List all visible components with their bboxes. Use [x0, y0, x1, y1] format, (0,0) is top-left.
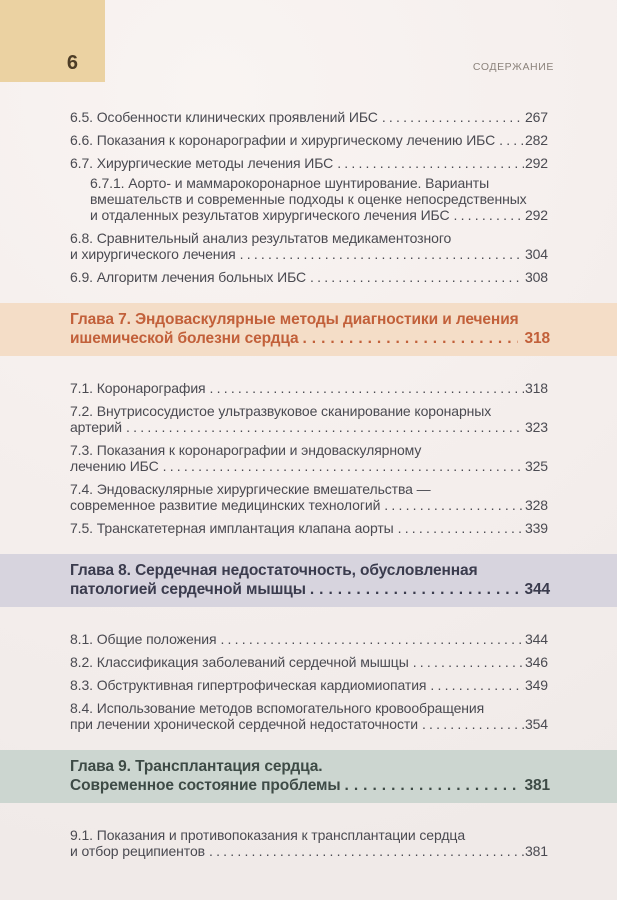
- page-number: 282: [524, 132, 548, 148]
- toc-line-text: Глава 9. Трансплантация сердца.: [70, 758, 323, 775]
- page-number: 354: [524, 716, 548, 732]
- toc-line: [70, 631, 548, 647]
- toc-line: [90, 175, 548, 191]
- toc-line-text: и хирургического лечения: [70, 246, 236, 262]
- dot-leader: [382, 109, 524, 125]
- toc-entry: [70, 109, 548, 125]
- toc-line: [70, 520, 548, 536]
- dot-leader: [209, 843, 524, 859]
- dot-leader: [310, 580, 519, 599]
- toc-line-text: 7.1. Коронарография: [70, 380, 206, 396]
- toc-line: [70, 310, 550, 329]
- toc-line-text: Глава 8. Сердечная недостаточность, обусловленная: [70, 562, 478, 579]
- page-number: 318: [524, 380, 548, 396]
- toc-line-text: вмешательств и современные подходы к оценке непосредственных: [90, 191, 527, 207]
- toc-line: [90, 191, 548, 207]
- page-number: 308: [524, 269, 548, 285]
- toc-entry: [70, 380, 548, 396]
- dot-leader: [413, 654, 524, 670]
- toc-line: [70, 109, 548, 125]
- toc-line: [70, 403, 548, 419]
- dot-leader: [337, 155, 524, 171]
- toc-line: [70, 380, 548, 396]
- page-number: 292: [524, 155, 548, 171]
- dot-leader: [422, 716, 524, 732]
- dot-leader: [384, 497, 524, 513]
- toc-entry: [70, 654, 548, 670]
- toc-line: [70, 827, 548, 843]
- toc-line: [70, 580, 550, 599]
- dot-leader: [453, 207, 523, 223]
- toc-entry: [70, 700, 548, 732]
- toc-line-text: 8.2. Классификация заболеваний сердечной мышцы: [70, 654, 409, 670]
- chapter-heading: [0, 750, 617, 803]
- toc-line-text: лечению ИБС: [70, 458, 159, 474]
- toc-entry: [70, 132, 548, 148]
- toc-line: [70, 561, 550, 580]
- toc-entry: [70, 677, 548, 693]
- toc-line: [70, 716, 548, 732]
- toc-line-text: 6.7.1. Аорто- и маммарокоронарное шунтирование. Варианты: [90, 175, 490, 191]
- page-number: 304: [524, 246, 548, 262]
- toc-line-text: 6.7. Хирургические методы лечения ИБС: [70, 155, 334, 171]
- page-number: 349: [524, 677, 548, 693]
- toc-line-text: 8.3. Обструктивная гипертрофическая кардиомиопатия: [70, 677, 427, 693]
- toc-entry: [70, 269, 548, 285]
- toc-line-text: ишемической болезни сердца: [70, 330, 299, 347]
- page-number: 381: [524, 777, 550, 794]
- toc-line-text: 6.8. Сравнительный анализ результатов медикаментозного: [70, 230, 452, 246]
- toc-line: [70, 843, 548, 859]
- folio-page-number: 6: [66, 52, 78, 74]
- page-number: 292: [524, 207, 548, 223]
- dot-leader: [398, 520, 524, 536]
- toc-line-text: Современное состояние проблемы: [70, 777, 341, 794]
- toc-entry: [70, 155, 548, 171]
- toc-line: [70, 481, 548, 497]
- toc-line-text: Глава 7. Эндоваскулярные методы диагностики и лечения: [70, 311, 519, 328]
- toc-line-text: 6.6. Показания к коронарографии и хирургическому лечению ИБС: [70, 132, 496, 148]
- dot-leader: [220, 631, 523, 647]
- toc-line: [70, 654, 548, 670]
- toc-line: [70, 700, 548, 716]
- toc-line: [70, 776, 550, 795]
- dot-leader: [499, 132, 524, 148]
- toc-entry: [70, 481, 548, 513]
- page-number: 346: [524, 654, 548, 670]
- page-number: 381: [524, 843, 548, 859]
- toc-line-text: 8.4. Использование методов вспомогательного кровообращения: [70, 700, 485, 716]
- toc-line: [70, 442, 548, 458]
- toc-line-text: 6.5. Особенности клинических проявлений ИБС: [70, 109, 378, 125]
- toc-entry: [70, 403, 548, 435]
- dot-leader: [210, 380, 524, 396]
- toc-line: [70, 155, 548, 171]
- toc-entry: [70, 631, 548, 647]
- toc-line: [70, 329, 550, 348]
- toc-line-text: при лечении хронической сердечной недостаточности: [70, 716, 418, 732]
- page-number: 323: [524, 419, 548, 435]
- toc-line: [70, 677, 548, 693]
- toc-entry: [70, 442, 548, 474]
- toc-line-text: и отдаленных результатов хирургического лечения ИБС: [90, 207, 450, 223]
- dot-leader: [302, 329, 518, 348]
- toc-entry: [70, 520, 548, 536]
- toc-line-text: 9.1. Показания и противопоказания к трансплантации сердца: [70, 827, 466, 843]
- dot-leader: [345, 776, 519, 795]
- toc-line: [70, 458, 548, 474]
- page-number: 325: [524, 458, 548, 474]
- dot-leader: [240, 246, 524, 262]
- page-number: 344: [524, 631, 548, 647]
- toc-line-text: патологией сердечной мышцы: [70, 581, 306, 598]
- toc-line: [70, 497, 548, 513]
- dot-leader: [163, 458, 524, 474]
- toc-entry: [70, 230, 548, 262]
- toc-line: [70, 230, 548, 246]
- chapter-heading: [0, 303, 617, 356]
- toc-line-text: 7.3. Показания к коронарографии и эндоваскулярному: [70, 442, 422, 458]
- toc-line: [70, 269, 548, 285]
- toc-line-text: 7.5. Транскатетерная имплантация клапана аорты: [70, 520, 394, 536]
- page-number: 344: [524, 581, 550, 598]
- toc-line-text: 8.1. Общие положения: [70, 631, 217, 647]
- toc-entry: [70, 827, 548, 859]
- toc-line-text: артерий: [70, 419, 123, 435]
- dot-leader: [430, 677, 524, 693]
- toc-subentry: [90, 175, 548, 223]
- toc-line: [90, 207, 548, 223]
- toc-line-text: современное развитие медицинских технологий: [70, 497, 381, 513]
- toc-line: [70, 419, 548, 435]
- page-number: 318: [524, 330, 550, 347]
- dot-leader: [126, 419, 524, 435]
- toc-line: [70, 757, 550, 776]
- toc-line-text: и отбор реципиентов: [70, 843, 205, 859]
- page-number: 339: [524, 520, 548, 536]
- toc-line-text: 6.9. Алгоритм лечения больных ИБС: [70, 269, 307, 285]
- chapter-heading: [0, 554, 617, 607]
- page-number: 328: [524, 497, 548, 513]
- toc-line: [70, 132, 548, 148]
- running-head-title: СОДЕРЖАНИЕ: [472, 61, 554, 73]
- page-number: 267: [524, 109, 548, 125]
- toc-line-text: 7.4. Эндоваскулярные хирургические вмешательства —: [70, 481, 431, 497]
- toc-line-text: 7.2. Внутрисосудистое ультразвуковое сканирование коронарных: [70, 403, 492, 419]
- toc-line: [70, 246, 548, 262]
- dot-leader: [310, 269, 524, 285]
